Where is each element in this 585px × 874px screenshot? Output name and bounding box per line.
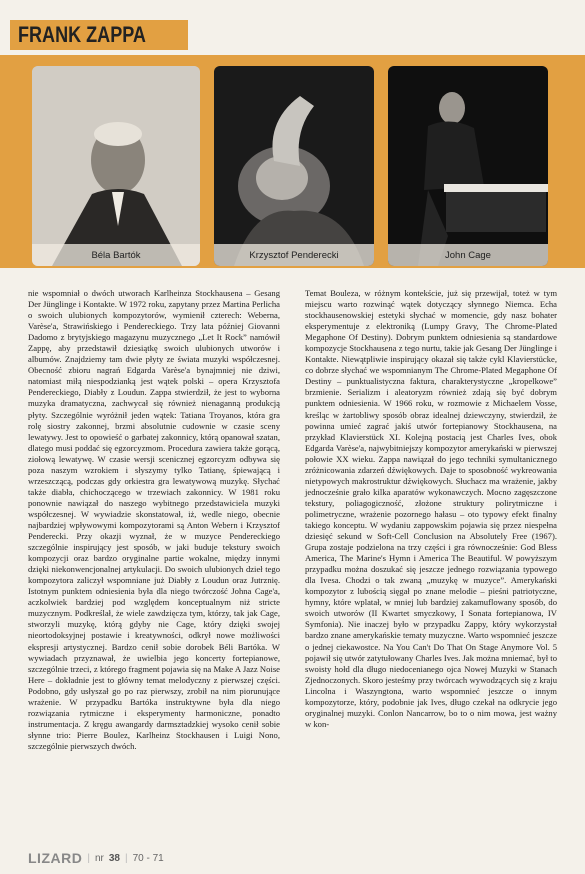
page-numbers: 70 - 71 bbox=[132, 852, 164, 864]
magazine-logo: LIZARD bbox=[28, 850, 83, 866]
issue-number: 38 bbox=[108, 852, 120, 864]
page-footer: LIZARD | nr 38 | 70 - 71 bbox=[28, 850, 164, 866]
article-text-right: Temat Bouleza, w różnym kontekście, już się przewijał, toteż w tym miejscu warto rozwinąć wątek dotyczący słynnego Niemca. Echa stockhausenowskiej estetyki słychać w momencie, gdy nasz bohater eksperymentuje z elektroniką (Lumpy Gravy, The Chrome-Plated Megaphone Of Destiny). Dobrym punktem odniesienia są standardowe kompozycje Stockhausena z tego nurtu, takie jak Gesang Der Jünglinge i Kontakte. Niewątpliwie inspirujący okazał się także cykl Klavierstücke, co dobrze słychać we wspomnianym The Chrome-Plated Megaphone Of Destiny – punktualistyczna faktura, charakterystyczne „kropelkowe” brzmienie. Serializm i aleatoryzm również zdają się być dobrym punktem odniesienia. W 1966 roku, w rozmowie z Michaelem Vosse, kreśląc w żartobliwy sposób obraz idealnej dziewczyny, stwierdził, że powinna umieć zagrać jakiś utwór fortepianowy Stockhausena, na przykład Klavierstück XI. Kolejną postacią jest Charles Ives, obok Edgarda Varèse'a, najwybitniejszy kompozytor amerykański w pierwszej połowie XX wieku. Zappa nawiązał do jego techniki symultanicznego zróżnicowania zdarzeń dźwiękowych. Daje to sposobność wykreowania nietypowych makrostruktur dźwiękowych. Słuchacz ma wrażenie, jakby jednocześnie grało kilka aparatów wykonawczych. Mocno zagęszczone tekstury, poliagogiczność, złożone struktury polirytmiczne i polimetryczne, wrażenie pozornego hałasu – oto typowy efekt finalny takiego konceptu. W wydaniu zappowskim pojawia się przez niespełna dziesięć sekund w Soft-Cell Conclusion na Absolutely Free (1967). Grupa zostaje podzielona na trzy części i gra równocześnie: God Bless America, The Marine's Hymn i America The Beautiful. W powyższym przypadku można doszukać się jeszcze jednego rozwiązania typowego dla Ivesa. Chodzi o tak zwaną „muzykę w muzyce”. Amerykański kompozytor z lubością sięgał po znane melodie – pieśni patriotyczne, hymny, które wplatał, w mniej lub bardziej zakamuflowany sposób, do swoich utworów (II Kwartet smyczkowy, I Sonata fortepianowa, IV Symfonia). Nie inaczej było w przypadku Zappy, który wykorzystał bardzo znane amerykańskie tematy muzyczne. Warto wspomnieć jeszcze o jednej ciekawostce. Na You Can't Do That On Stage Anymore Vol. 5 pojawił się utwór zatytułowany Charles Ives. Jak można mniemać, był to swoisty hołd dla długo niedocenianego ojca Nowej Muzyki w Stanach Zjednoczonych. Skoro jesteśmy przy twórcach wywodzących się z kraju Lincolna i Waszyngtona, warto wspomnieć jeszcze o innym kompozytorze, który, podobnie jak Ives, długo czekał na odkrycie jego oryginalnej muzyki. Conlon Nancarrow, bo to o nim mowa, jest ważny w kon- bbox=[305, 288, 557, 729]
article-text-left: nie wspomniał o dwóch utworach Karlheinza Stockhausena – Gesang Der Jünglinge i Kontakte. W 1972 roku, zapytany przez Martina Perlicha o swoich ulubionych kompozytorów, wymienił czterech: Weberna, Varèse'a, Strawińskiego i Pendereckiego. Trzy lata później Giovanni Dadomo z brytyjskiego magazynu muzycznego „Let It Rock” namówił Zappę, aby przedstawił dziesiątkę swoich ulubionych utworów i albumów. Znajdziemy tam dwie płyty ze świata muzyki współczesnej. Obecność zbioru nagrań Edgarda Varèse'a bynajmniej nie dziwi, natomiast miłą niespodzianką jest wątek polski – opera Krzysztofa Pendereckiego, Diabły z Loudun. Zappa stwierdził, że jest to wyborna muzyka dramatyczna, zachwycał się również nienaganną produkcją płyty. Szczególnie wyróżnił jeden wątek: Tatiana Troyanos, która gra rolę siostry zakonnej, brzmi absolutnie cudownie w czasie sceny lewatywy. Jest to opowieść o garbatej zakonnicy, którą opanował szatan, dlatego musi poddać się egzorcyzmom. Procedura zawiera także gorącą, ziołową lewatywę. W czasie wersji scenicznej egzorcyzm odbywa się poza naszym wzrokiem i słyszymy tylko Tatianę, śpiewającą i wrzeszczącą, podczas gdy orkiestra gra lewatywową muzykę. Słychać także diabła, chichoczącego w trzewiach zakonnicy. W 1981 roku ponownie nawiązał do naszego wybitnego przedstawiciela muzyki współczesnej. W wywiadzie skonstatował, iż, wedle niego, obecnie najbardziej wpływowymi kompozytorami są Anton Webern i Krzysztof Penderecki. Przy okazji wyznał, że w muzyce Pendereckiego szczególnie inspirujący jest sposób, w jaki buduje tekstury swoich kompozycji oraz bardzo oryginalne partie wokalne, między innymi dzięki niekonwencjonalnej artykulacji. Do swoich ulubionych dzieł tego kompozytora zaliczył wspomniane już Diabły z Loudun oraz Jutrznię. Istotnym punktem odniesienia była dla niego twórczość Johna Cage'a, aczkolwiek bardziej pod względem konceptualnym niż stricte muzycznym. Podkreślał, że wiele zawdzięcza tym, którzy, tak jak Cage, stworzyli muzykę, którą gdyby nie Cage, który dzięki swojej nieortodoksyjnej postawie i kreatywności, odkrył nowe możliwości ekspresji artystycznej. Bardzo cenił sobie dorobek Béli Bartóka. W wywiadach przyznawał, że uwielbia jego koncerty fortepianowe, szczególnie trzeci, z którego fragment pojawia się na Make A Jazz Noise Here – dokładnie jest to główny temat melodyczny z pierwszej części. Podobno, gdy usłyszał go po raz pierwszy, zrobił na nim piorunujące wrażenie. W przypadku Bartóka instruktywne była dla niego rozwiązania rytmiczne i eksperymenty harmoniczne, ponadto instrumentacja. Z kręgu awangardy darmsztadzkiej wysoko cenił sobie słynne trio: Pierre Boulez, Karlheinz Stockhausen i Luigi Nono, szczególnie pierwszych dwóch. bbox=[28, 288, 280, 751]
photo-bartok bbox=[32, 66, 200, 266]
photo-cage bbox=[388, 66, 548, 266]
issue-prefix: nr bbox=[94, 852, 104, 864]
photo-penderecki bbox=[214, 66, 374, 266]
article-title: FRANK ZAPPA bbox=[18, 22, 146, 47]
photo-caption: Béla Bartók bbox=[32, 244, 200, 266]
photo-caption: Krzysztof Penderecki bbox=[214, 244, 374, 266]
photo-caption: John Cage bbox=[388, 244, 548, 266]
article-column-right bbox=[305, 288, 557, 730]
article-title-box bbox=[10, 20, 188, 50]
article-column-left bbox=[28, 288, 280, 752]
